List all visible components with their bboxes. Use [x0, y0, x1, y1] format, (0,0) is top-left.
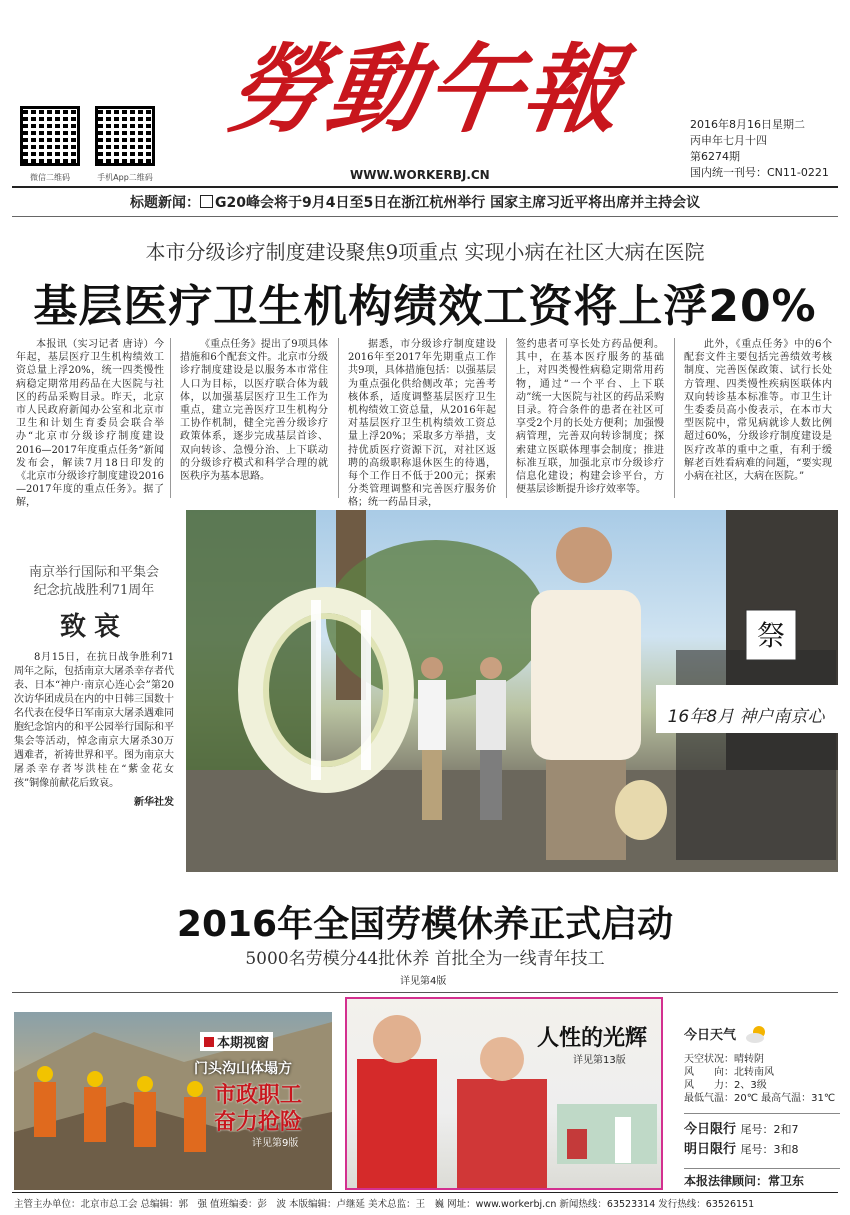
weather-box	[684, 1024, 840, 1188]
sidebar-big-title[interactable]: 致哀	[59, 612, 128, 642]
legal-counsel: 本报法律顾问：常卫东	[684, 1174, 805, 1188]
masthead-logo: 勞動午報	[222, 33, 631, 146]
footer-divider	[12, 1192, 838, 1193]
ticker[interactable]	[130, 192, 700, 212]
second-subhead: 5000名劳模分44批休养 首批全为一线青年技工	[245, 949, 605, 969]
footer-credits: 主管主办单位：北京市总工会 总编辑：郭 强 值班编委：彭 波 本版编辑：卢继延 美术总监：王 巍 网址：www.workerbj.cn 新闻热线：63523314 发行热线：63526151	[14, 1199, 755, 1210]
lead-column-5: 此外，《重点任务》中的6个配套文件主要包括完善绩效考核制度、完善医保政策、试行长处方管理、四类慢性疾病医联体内双向转诊基本标准等。市卫生计生委委员高小俊表示，在本市大型医院中，常见病就诊人数比例超过60%，分级诊疗制度建设是医疗改革的重中之重，有利于缓解老百姓看病难的问题，“要实现小病在社区，大病在医院。”	[684, 339, 832, 483]
issue-number: 第6274期	[690, 150, 740, 163]
issue-info	[690, 117, 829, 181]
sidebar-story	[14, 564, 174, 808]
weather-sky: 天空状况：晴转阴	[684, 1054, 764, 1065]
promo-left-see-page[interactable]: 详见第9版	[252, 1138, 299, 1149]
column-divider	[674, 338, 675, 498]
traffic-limit-tomorrow-value: 尾号：3和8	[740, 1143, 799, 1156]
sidebar-title-line-1: 南京举行国际和平集会	[28, 565, 159, 580]
traffic-limit-tomorrow: 明日限行 尾号：3和8	[684, 1142, 799, 1157]
promo-mid-title: 人性的光辉	[537, 1026, 648, 1051]
lead-column-3: 据悉，市分级诊疗制度建设2016年至2017年先期重点工作共9项，具体措施包括：以强基层为重点强化供给侧改革；完善考核体系，适度调整基层医疗卫生机构绩效工资总量，从2016年起对基层医疗卫生机构绩效工资总量上浮20%；采取多方举措，支持优质医疗资源下沉，对社区返聘的高级职称退休医生的待遇，每个工作日不低于200元；探索分类管理调整和完善医疗服务价格；统一药品目录，	[348, 339, 496, 509]
ticker-divider	[12, 216, 838, 217]
sidebar-text: 8月15日，在抗日战争胜利71周年之际，包括南京大屠杀幸存者代表、日本“神户·南京心连心会”第20次访华团成员在内的中日韩三国数十名代表在侵华日军南京大屠杀遇难同胞纪念馆内的和平公园举行国际和平集会等活动，悼念南京大屠杀30万遇难者，祈祷世界和平。图为南京大屠杀幸存者岑洪桂在“紫金花女孩”铜像前献花后致哀。	[14, 652, 174, 789]
memorial-photo-illustration	[186, 510, 838, 872]
counsel-divider	[684, 1168, 840, 1169]
sun-cloud-icon	[745, 1024, 771, 1047]
ticker-text: G20峰会将于9月4日至5日在浙江杭州举行 国家主席习近平将出席并主持会议	[215, 195, 701, 211]
second-see-page[interactable]: 详见第4版	[400, 976, 447, 987]
qr-wechat[interactable]	[20, 106, 80, 166]
traffic-limit-today-value: 尾号：2和7	[740, 1123, 799, 1136]
promo-left-line-2: 市政职工	[214, 1083, 303, 1108]
weather-wind-force: 风 力：2、3级	[684, 1080, 767, 1091]
column-divider	[338, 338, 339, 498]
issue-date: 2016年8月16日星期二	[690, 118, 805, 131]
memorial-photo[interactable]	[186, 510, 838, 872]
lead-column-2: 《重点任务》提出了9项具体措施和6个配套文件。北京市分级诊疗制度建设是以服务本市常住人口为目标，以医疗联合体为载体，以加强基层医疗卫生工作为重点，建立完善医疗卫生机构分工协作机制，健全完善分级诊疗政策体系，逐步完成基层首诊、双向转诊、急慢分治、上下联动的分级诊疗模式和科学合理的就医秩序为基本思路。	[180, 339, 328, 483]
lead-column-1: 本报讯（实习记者 唐诗）今年起，基层医疗卫生机构绩效工资总量上浮20%，统一四类慢性病稳定期常用药品在大医院与社区的药品采购目录。昨天，北京市人民政府新闻办公室和北京市卫生和计划生育委员会联合举办“北京市分级诊疗制度建设2016—2017年度重点任务”新闻发布会，解读7月18日印发的《北京市分级诊疗制度建设2016—2017年度的重点任务》。据了解，	[16, 339, 164, 509]
photo-banner-text: 16年8月 神户南京心	[667, 707, 825, 727]
promo-left-line-3: 奋力抢险	[214, 1110, 303, 1135]
weather-title: 今日天气	[684, 1024, 840, 1047]
checkbox-icon	[200, 195, 213, 208]
second-headline[interactable]: 2016年全国劳模休养正式启动	[176, 904, 674, 945]
ticker-label: 标题新闻：	[130, 195, 200, 211]
qr-wechat-caption: 微信二维码	[30, 173, 70, 182]
lead-column-4: 签约患者可享长处方药品便利。其中，在基本医疗服务的基础上，对四类慢性病稳定期常用药物，通过“一个平台、上下联动”统一大医院与社区的药品采购目录。符合条件的患者在社区可享受2个月的长处方便利；加强慢病管理，完善双向转诊制度；探索建立医联体理事会制度；推进标准互联，加强北京市分级诊疗信息化建设；构建会诊平台，方便基层诊断提升诊疗效率等。	[516, 339, 664, 496]
promo-left-tag: 本期视窗	[200, 1032, 273, 1051]
weather-wind-direction: 风 向：北转南风	[684, 1067, 774, 1078]
weather-temperature: 最低气温：20℃ 最高气温：31℃	[684, 1093, 836, 1104]
website[interactable]: WWW.WORKERBJ.CN	[350, 168, 490, 182]
header-divider	[12, 186, 838, 188]
sidebar-title-line-2: 纪念抗战胜利71周年	[33, 583, 155, 598]
traffic-limit-today: 今日限行 尾号：2和7	[684, 1122, 799, 1137]
promo-left[interactable]	[14, 1012, 332, 1190]
column-divider	[506, 338, 507, 498]
photo-sign-text: 祭	[756, 619, 786, 652]
qr-app[interactable]	[95, 106, 155, 166]
sidebar-signature: 新华社发	[134, 797, 174, 808]
qr-app-caption: 手机App二维码	[97, 173, 153, 182]
section-divider	[12, 992, 838, 993]
promo-mid[interactable]	[345, 997, 663, 1190]
lead-subhead: 本市分级诊疗制度建设聚焦9项重点 实现小病在社区大病在医院	[145, 240, 705, 264]
lead-headline[interactable]: 基层医疗卫生机构绩效工资将上浮20%	[33, 281, 817, 332]
promo-left-line-1: 门头沟山体塌方	[194, 1061, 292, 1077]
column-divider	[170, 338, 171, 498]
weather-divider	[684, 1113, 840, 1114]
issue-serial: 国内统一刊号：CN11-0221	[690, 166, 829, 179]
promo-mid-see-page[interactable]: 详见第13版	[573, 1055, 626, 1066]
issue-lunar-date: 丙申年七月十四	[690, 134, 767, 147]
